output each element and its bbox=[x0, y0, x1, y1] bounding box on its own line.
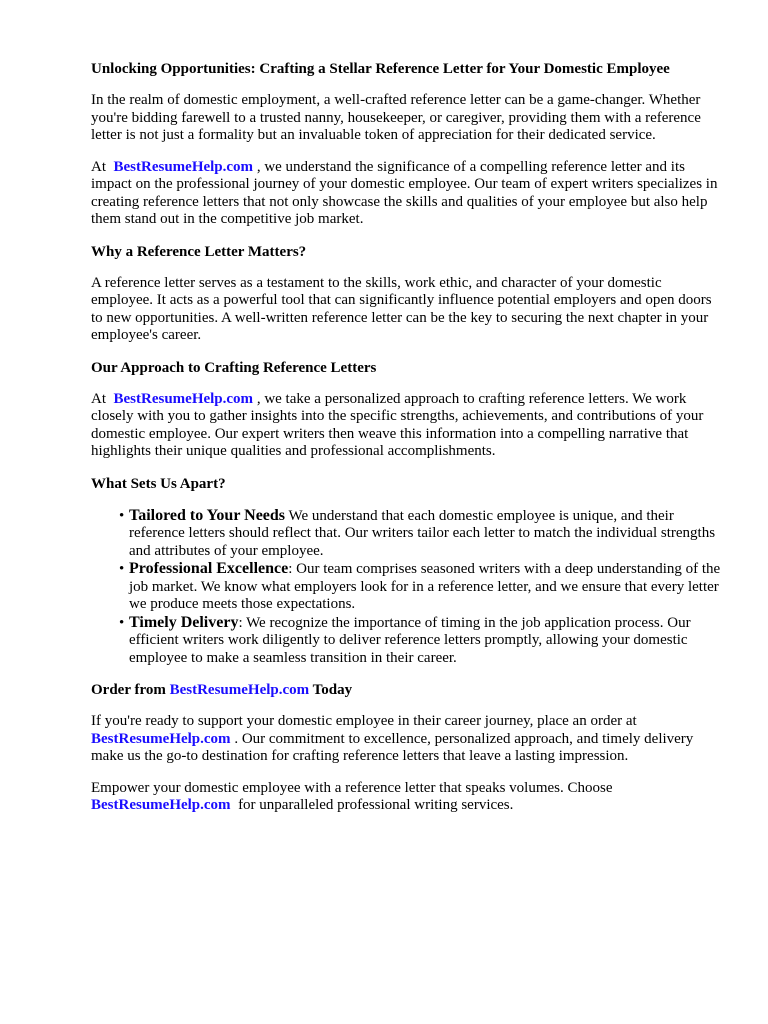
bullet-icon: • bbox=[119, 614, 125, 631]
approach-suffix: , we take a personalized approach to crafting reference letters. We work closely with you to gather insights into the specific strengths, achievements, and contributions of your domestic employee. Our expert writers then weave this information into a compelling narrative that highlights their unique qualities and professional accomplishments. bbox=[91, 390, 704, 459]
order-suffix: . Our commitment to excellence, personalized approach, and timely delivery make us the go-to destination for crafting reference letters that leave a lasting impression. bbox=[91, 730, 694, 764]
closing-suffix: for unparalleled professional writing services. bbox=[238, 797, 514, 813]
brand-link[interactable]: BestResumeHelp.com bbox=[91, 797, 231, 813]
brand-link[interactable]: BestResumeHelp.com bbox=[113, 390, 254, 407]
features-list bbox=[91, 507, 723, 668]
list-item bbox=[121, 614, 723, 668]
closing-prefix: Empower your domestic employee with a reference letter that speaks volumes. Choose bbox=[91, 779, 613, 796]
order-prefix: If you're ready to support your domestic employee in their career journey, place an order at bbox=[91, 713, 637, 729]
section-heading-apart: What Sets Us Apart? bbox=[91, 475, 226, 492]
bullet-icon: • bbox=[119, 507, 125, 524]
feature-text: : Our team comprises seasoned writers with a deep understanding of the job market. We know what employers look for in a reference letter, and we ensure that every letter we produce meets those expectations. bbox=[129, 561, 721, 612]
feature-lead: Professional Excellence bbox=[129, 560, 289, 577]
section-heading-approach: Our Approach to Crafting Reference Letters bbox=[91, 359, 377, 376]
feature-lead: Timely Delivery bbox=[129, 613, 239, 631]
brand-link[interactable]: BestResumeHelp.com bbox=[113, 158, 254, 175]
order-heading-prefix: Order from bbox=[91, 682, 166, 698]
closing-paragraph bbox=[91, 780, 723, 815]
para2-prefix: At bbox=[91, 158, 106, 175]
list-item bbox=[121, 507, 723, 561]
intro-paragraph: In the realm of domestic employment, a well-crafted reference letter can be a game-changer. Whether you're bidding farewell to a trusted nanny, housekeeper, or caregiver, providing them with a reference letter is not just a formality but an invaluable token of appreciation for their dedicated service. bbox=[91, 92, 701, 143]
list-item bbox=[121, 560, 723, 614]
approach-prefix: At bbox=[91, 390, 106, 407]
order-heading-suffix: Today bbox=[312, 682, 353, 698]
feature-text: We understand that each domestic employee is unique, and their reference letters should reflect that. Our writers tailor each letter to match the individual strengths and attributes of your employee. bbox=[129, 507, 716, 559]
section-order-paragraph bbox=[91, 713, 723, 766]
document-title: Unlocking Opportunities: Crafting a Stellar Reference Letter for Your Domestic Employee bbox=[91, 61, 670, 77]
brand-link[interactable]: BestResumeHelp.com bbox=[91, 730, 231, 747]
section-approach-paragraph bbox=[91, 391, 723, 461]
brand-link[interactable]: BestResumeHelp.com bbox=[169, 682, 310, 698]
section-why-paragraph: A reference letter serves as a testament to the skills, work ethic, and character of your domestic employee. It acts as a powerful tool that can significantly influence potential employers and open doors to new opportunities. A well-written reference letter can be the key to securing the next chapter in your employee's career. bbox=[91, 274, 712, 343]
brand-intro-paragraph bbox=[91, 159, 723, 229]
section-heading-why: Why a Reference Letter Matters? bbox=[91, 243, 307, 260]
feature-lead: Tailored to Your Needs bbox=[129, 506, 286, 524]
para2-suffix: , we understand the significance of a compelling reference letter and its impact on the professional journey of your domestic employee. Our team of expert writers specializes in creating reference letters that not only showcase the skills and qualities of your employee but also help them stand out in the competitive job market. bbox=[91, 158, 718, 227]
bullet-icon: • bbox=[119, 561, 125, 577]
document-page bbox=[91, 60, 723, 829]
section-heading-order bbox=[91, 681, 723, 699]
feature-text: : We recognize the importance of timing in the job application process. Our efficient writers work diligently to deliver reference letters promptly, allowing your domestic employee to make a seamless transition in their career. bbox=[129, 614, 691, 666]
